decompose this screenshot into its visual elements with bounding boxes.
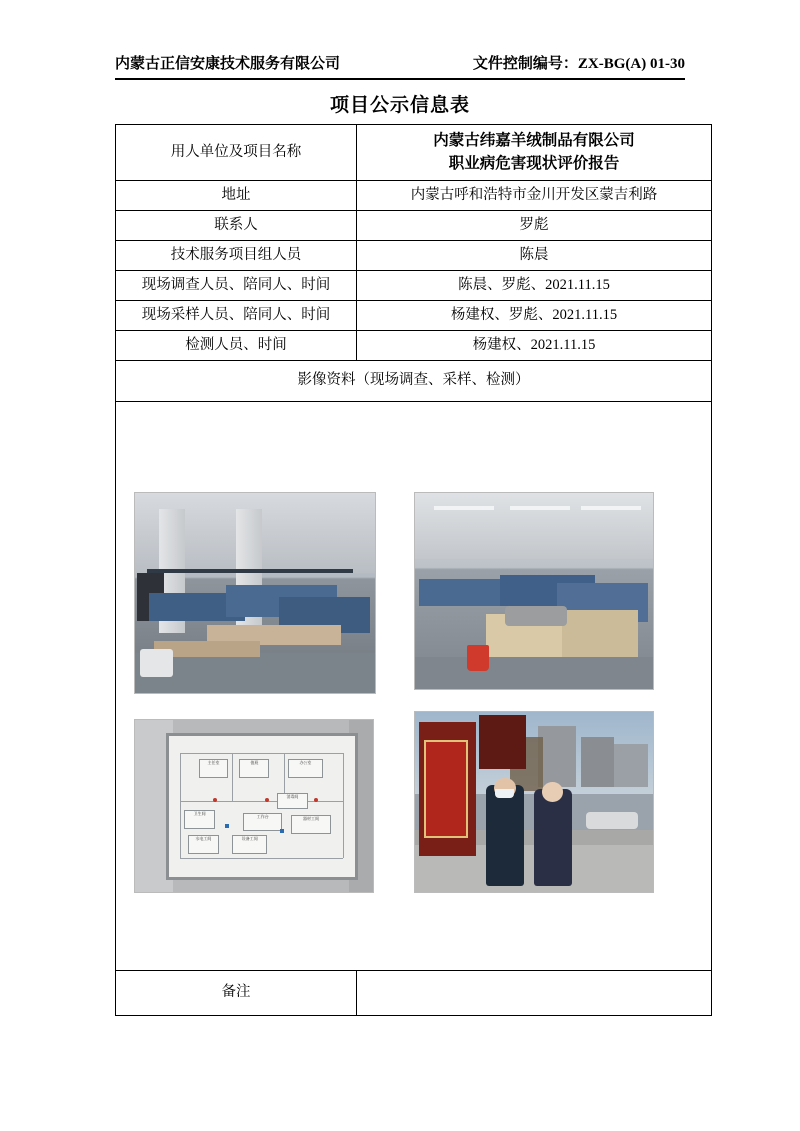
project-info-table — [115, 124, 712, 1016]
table-row — [116, 210, 712, 240]
board-room-label: 设备工间 — [232, 835, 267, 854]
page-title: 项目公示信息表 — [329, 95, 470, 116]
photo-grid — [122, 466, 705, 906]
project-name: 职业病危害现状评价报告 — [448, 155, 620, 173]
table-row — [116, 125, 712, 181]
header-document-number: 文件控制编号：ZX-BG(A) 01-30 — [472, 56, 685, 72]
board-room-label: 卫生间 — [184, 810, 216, 829]
header-company-name: 内蒙古正信安康技术服务有限公司 — [115, 56, 341, 72]
photo-staff-at-factory-gate — [414, 711, 654, 893]
employer-name: 内蒙古纬嘉羊绒制品有限公司 — [433, 132, 635, 149]
row-value-remark — [357, 970, 712, 1015]
table-row — [116, 240, 712, 270]
board-room-label: 消毒间 — [277, 793, 309, 809]
header-divider — [115, 78, 685, 80]
board-room-label: 主任室 — [199, 759, 229, 778]
table-row — [116, 330, 712, 360]
media-section-cell — [116, 401, 712, 970]
table-row — [116, 180, 712, 210]
board-room-label: 工作台 — [243, 813, 282, 832]
table-row — [116, 270, 712, 300]
board-room-label: 水电工间 — [188, 835, 220, 854]
photo-workshop-knitting-machines — [134, 492, 376, 694]
row-label-remark: 备注 — [116, 970, 357, 1015]
row-label-team: 技术服务项目组人员 — [116, 240, 357, 270]
row-value-team: 陈晨 — [357, 240, 712, 270]
media-section-header: 影像资料（现场调查、采样、检测） — [116, 360, 712, 401]
table-row — [116, 300, 712, 330]
page-header — [115, 52, 685, 73]
row-label-contact: 联系人 — [116, 210, 357, 240]
photo-workshop-overview — [414, 492, 654, 690]
row-label-sampling: 现场采样人员、陪同人、时间 — [116, 300, 357, 330]
row-value-sampling: 杨建权、罗彪、2021.11.15 — [357, 300, 712, 330]
row-value-address: 内蒙古呼和浩特市金川开发区蒙吉利路 — [357, 180, 712, 210]
table-row — [116, 970, 712, 1015]
board-room-label: 办公室 — [288, 759, 323, 778]
row-value-survey: 陈晨、罗彪、2021.11.15 — [357, 270, 712, 300]
row-label-address: 地址 — [116, 180, 357, 210]
table-row — [116, 401, 712, 970]
row-label-survey: 现场调查人员、陪同人、时间 — [116, 270, 357, 300]
photo-plant-layout-whiteboard — [134, 719, 374, 893]
table-row — [116, 360, 712, 401]
board-room-label: 值班 — [239, 759, 269, 778]
row-label-testing: 检测人员、时间 — [116, 330, 357, 360]
row-value-testing: 杨建权、2021.11.15 — [357, 330, 712, 360]
row-label-employer-project: 用人单位及项目名称 — [116, 125, 357, 181]
row-value-contact: 罗彪 — [357, 210, 712, 240]
board-room-label: 器材工间 — [291, 815, 330, 834]
row-value-employer-project — [357, 125, 712, 181]
